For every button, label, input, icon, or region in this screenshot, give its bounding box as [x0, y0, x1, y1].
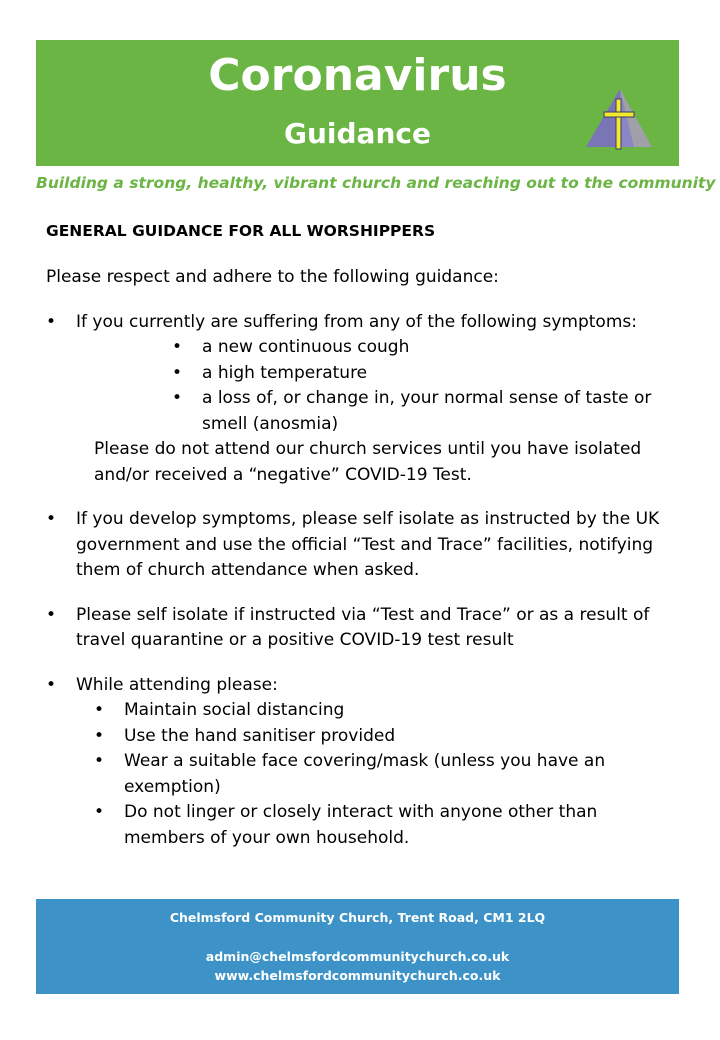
- symptoms-note: Please do not attend our church services until you have isolated and/or received a “negative” COVID-19 Test.: [94, 439, 642, 485]
- footer-banner: [36, 899, 679, 994]
- list-item-develop: • If you develop symptoms, please self isolate as instructed by the UK government and use the official “Test and Trace” facilities, notifying them of church attendance when asked.: [46, 507, 666, 584]
- page-title: Coronavirus: [208, 50, 507, 101]
- page-subtitle: Guidance: [284, 117, 431, 150]
- list-item: • a loss of, or change in, your normal sense of taste or smell (anosmia): [172, 386, 666, 437]
- list-item: • Do not linger or closely interact with anyone other than members of your own household.: [94, 800, 666, 851]
- footer-email: admin@chelmsfordcommunitychurch.co.uk: [205, 949, 510, 964]
- list-item: • Use the hand sanitiser provided: [94, 724, 666, 750]
- attending-text: • While attending please:: [76, 674, 278, 695]
- list-item: • Maintain social distancing: [94, 698, 666, 724]
- list-item-symptoms: [46, 310, 666, 489]
- header-banner: [36, 40, 679, 166]
- intro-text: Please respect and adhere to the following guidance:: [46, 267, 499, 287]
- list-item-attending: [46, 673, 666, 852]
- symptoms-text: • If you currently are suffering from any of the following symptoms:: [76, 311, 637, 332]
- attending-sublist: [76, 698, 666, 851]
- section-heading: GENERAL GUIDANCE FOR ALL WORSHIPPERS: [46, 222, 436, 240]
- list-item: • a high temperature: [172, 361, 666, 387]
- guidance-content: [46, 219, 666, 870]
- list-item: • Wear a suitable face covering/mask (unless you have an exemption): [94, 749, 666, 800]
- footer-address: Chelmsford Community Church, Trent Road, CM1 2LQ: [169, 910, 546, 925]
- list-item: • a new continuous cough: [172, 335, 666, 361]
- footer-website: www.chelmsfordcommunitychurch.co.uk: [214, 968, 501, 983]
- tagline: Building a strong, healthy, vibrant church and reaching out to the community: [36, 174, 716, 192]
- guidance-list: [46, 310, 666, 852]
- list-item-isolate: • Please self isolate if instructed via “Test and Trace” or as a result of travel quarantine or a positive COVID-19 test result: [46, 603, 666, 654]
- cross-triangle-logo-icon: [584, 87, 654, 153]
- symptoms-sublist: [76, 335, 666, 437]
